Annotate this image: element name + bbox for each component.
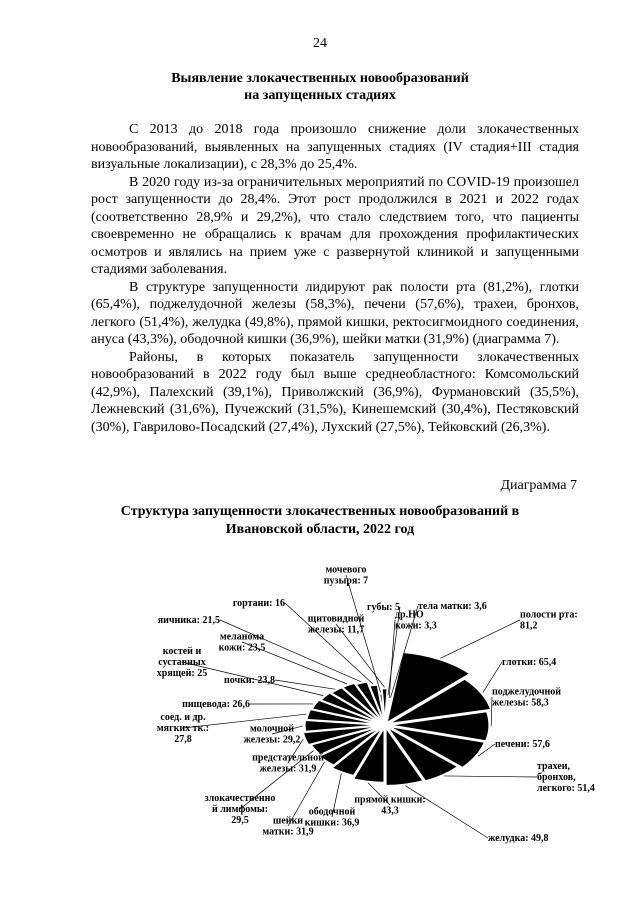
leader-line	[444, 776, 537, 777]
slice-label: меланома кожи: 23,5	[218, 631, 266, 654]
slice-label: прямой кишки: 43,3	[354, 794, 426, 817]
slice-label: полости рта: 81,2	[520, 609, 578, 632]
chart-title-line2: Ивановской области, 2022 год	[225, 522, 415, 537]
slice-label: глотки: 65,4	[502, 657, 557, 668]
slice-label: предстательной железы: 31,9	[252, 752, 324, 775]
chart-title-line1: Структура запущенности злокачественных новообразований в	[120, 504, 520, 519]
leader-line	[440, 620, 520, 658]
section-heading-line1: Выявление злокачественных новообразований	[171, 71, 469, 86]
paragraph-1: С 2013 до 2018 года произошло снижение доли злокачественных новообразований, выявленных на запущенных стадиях (IV стадия+III стадия визуальные локализации), с 28,3% до 25,4%.	[91, 122, 579, 172]
section-heading	[90, 70, 550, 104]
slice-label: печени: 57,6	[495, 739, 550, 750]
slice-label: злокачественно й лимфомы: 29,5	[204, 793, 276, 826]
pie-chart	[100, 560, 600, 890]
chart-title	[90, 503, 550, 539]
body-text	[91, 121, 579, 436]
slice-label: гортани: 16	[232, 598, 285, 609]
slice-label: губы: 5	[366, 602, 400, 613]
diagram-number: Диаграмма 7	[500, 478, 577, 493]
slice-label: др.НО кожи: 3,3	[395, 609, 437, 632]
page-number: 24	[313, 36, 327, 51]
slice-label: почки: 23,8	[224, 675, 275, 686]
slice-label: пищевода: 26,6	[182, 699, 250, 710]
paragraph-3: В структуре запущенности лидируют рак полости рта (81,2%), глотки (65,4%), поджелудочной железы (58,3%), печени (57,6%), трахеи, бронхов, легкого (51,4%), желудка (49,8%), прямой кишки, ректосигмоидного соединения, ануса (43,3%), ободочной кишки (36,9%), шейки матки (31,9%) (диаграмма 7).	[91, 279, 579, 347]
slice-label: шейки матки: 31,9	[262, 815, 314, 838]
slice-label: соед. и др. мягких тк.: 27,8	[156, 712, 210, 745]
slice-label: ободочной кишки: 36,9	[304, 806, 360, 829]
slice-label: яичника: 21,5	[157, 615, 220, 626]
paragraph-4: Районы, в которых показатель запущенности злокачественных новообразований в 2022 году был выше среднеобластного: Комсомольский (42,9%), Палехский (39,1%), Приволжский (36,9%), Фурмановский (35,5%), Лежневский (31,6%), Пучежский (31,5%), Кинешемский (30,4%), Пестяковский (30%), Гаврилово-Посадский (27,4%), Лухский (27,5%), Тейковский (26,3%).	[91, 349, 579, 435]
slice-label: молочной железы: 29,2	[243, 723, 301, 746]
slice-label: поджелудочной железы: 58,3	[492, 686, 562, 709]
slice-label: щитовидной железы: 11,7	[307, 613, 365, 636]
leader-line	[275, 680, 335, 689]
slice-label: тела матки: 3,6	[418, 601, 487, 612]
slice-label: костей и суставных хрящей: 25	[156, 646, 208, 679]
paragraph-2: В 2020 году из-за ограничительных мероприятий по COVID-19 произошел рост запущенности до 28,4%. Этот рост продолжился в 2021 и 2022 годах (соответственно 28,9% и 29,2%), что стало следствием того, что пациенты своевременно не обращались к врачам для прохождения профилактических осмотров и являлись на прием уже с развернутой клиникой и запущенными стадиями заболевания.	[91, 174, 579, 277]
slice-label: мочевого пузыря: 7	[323, 564, 369, 587]
pie-chart-svg	[100, 560, 600, 890]
slice-label: желудка: 49,8	[488, 833, 549, 844]
slice-label: трахеи, бронхов, легкого: 51,4	[537, 761, 595, 794]
section-heading-line2: на запущенных стадиях	[244, 88, 396, 103]
